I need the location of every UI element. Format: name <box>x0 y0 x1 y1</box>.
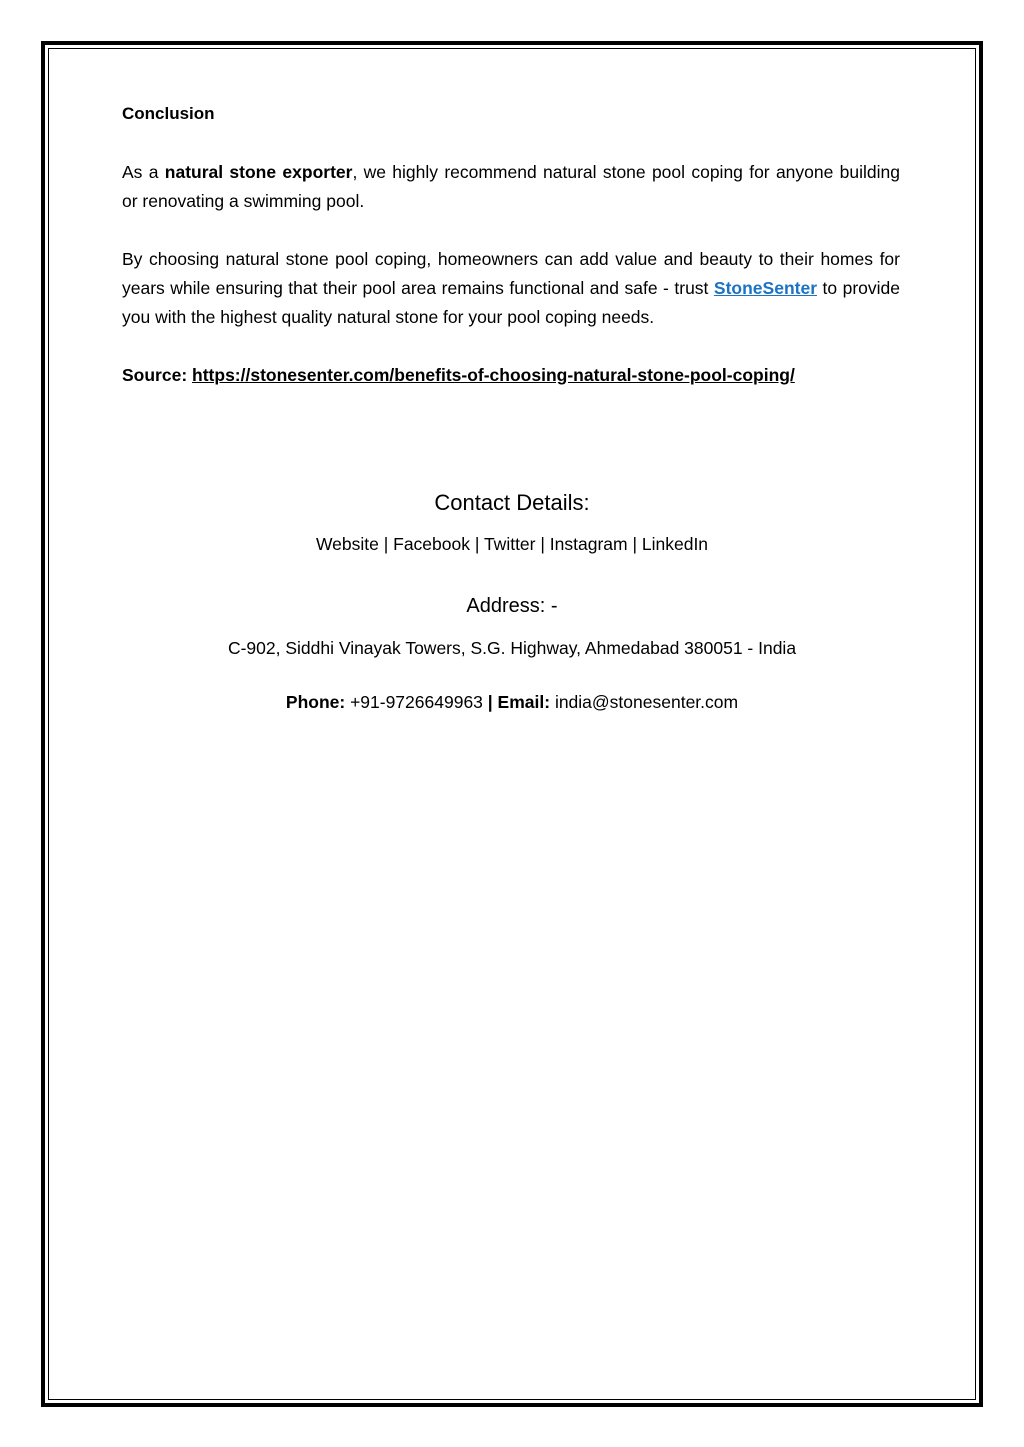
separator: | <box>469 534 484 554</box>
email-address: india@stonesenter.com <box>550 692 739 712</box>
linkedin-link[interactable]: LinkedIn <box>641 534 709 554</box>
separator: | <box>535 534 550 554</box>
conclusion-heading: Conclusion <box>122 104 215 123</box>
source-line <box>122 361 900 390</box>
separator: | <box>627 534 642 554</box>
phone-number: +91-9726649963 <box>345 692 488 712</box>
social-links <box>48 534 976 555</box>
natural-stone-exporter-text: natural stone exporter <box>164 162 353 182</box>
p2-suffix: to provide you with the highest quality natural stone for your pool coping needs. <box>122 278 900 327</box>
instagram-link[interactable]: Instagram <box>549 534 628 554</box>
separator: | <box>378 534 394 554</box>
address-text: C-902, Siddhi Vinayak Towers, S.G. Highway, Ahmedabad 380051 - India <box>227 638 797 658</box>
phone-label: Phone: <box>285 692 346 712</box>
stonesenter-link[interactable]: StoneSenter <box>713 278 817 298</box>
facebook-link[interactable]: Facebook <box>393 534 470 554</box>
source-url-link[interactable]: https://stonesenter.com/benefits-of-choosing-natural-stone-pool-coping/ <box>192 365 795 385</box>
address-title: Address: - <box>466 595 558 617</box>
conclusion-paragraph-1 <box>122 158 900 216</box>
p1-suffix: , we highly recommend natural stone pool coping for anyone building or renovating a swimming pool. <box>122 162 900 211</box>
conclusion-paragraph-2 <box>122 245 900 332</box>
divider: | <box>487 692 493 712</box>
contact-details-title: Contact Details: <box>434 490 590 515</box>
twitter-link[interactable]: Twitter <box>483 534 536 554</box>
phone-email-line <box>48 692 976 713</box>
email-label: Email: <box>492 692 551 712</box>
website-link[interactable]: Website <box>315 534 379 554</box>
p2-prefix: By choosing natural stone pool coping, homeowners can add value and beauty to their homes for years while ensuring that their pool area remains functional and safe - trust <box>122 249 900 298</box>
p1-prefix: As a <box>122 162 165 182</box>
source-label: Source: <box>122 365 193 385</box>
